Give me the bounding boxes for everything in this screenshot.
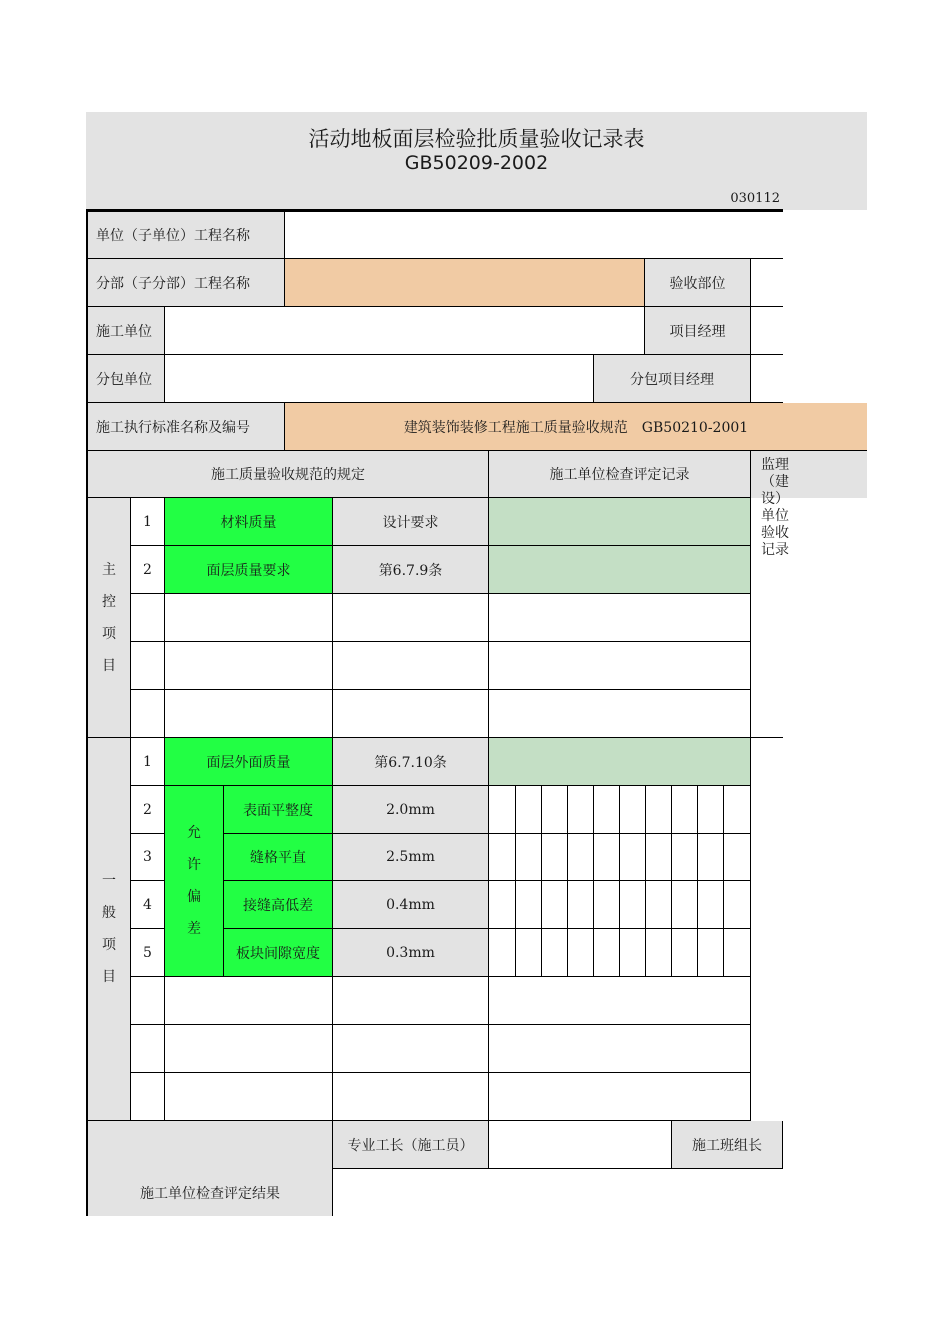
empty-record-cell[interactable] <box>489 1025 751 1073</box>
tolerance-value: 2.0mm <box>333 786 489 834</box>
tolerance-value: 2.5mm <box>333 834 489 881</box>
sub-project-label: 分部（子分部）工程名称 <box>88 259 285 307</box>
tolerance-name: 板块间隙宽度 <box>224 929 333 977</box>
sub-project-manager-field[interactable] <box>751 355 783 403</box>
empty-record-cell[interactable] <box>489 690 751 738</box>
tolerance-name: 表面平整度 <box>224 786 333 834</box>
tolerance-no: 4 <box>131 881 165 929</box>
general-item-name: 面层外面质量 <box>165 738 333 786</box>
tolerance-no: 2 <box>131 786 165 834</box>
project-manager-label: 项目经理 <box>645 307 751 355</box>
record-column-header: 施工单位检查评定记录 <box>489 451 751 498</box>
empty-name-cell <box>165 594 333 642</box>
general-item-no: 1 <box>131 738 165 786</box>
main-item-no: 1 <box>131 498 165 546</box>
empty-req-cell <box>333 642 489 690</box>
empty-no-cell <box>131 977 165 1025</box>
project-manager-field[interactable] <box>751 307 783 355</box>
tolerance-no: 3 <box>131 834 165 881</box>
inspection-part-field[interactable] <box>751 259 783 307</box>
subcontractor-label: 分包单位 <box>88 355 165 403</box>
tolerance-value: 0.3mm <box>333 929 489 977</box>
empty-no-cell <box>131 690 165 738</box>
spec-column-header: 施工质量验收规范的规定 <box>88 451 489 498</box>
inspection-part-label: 验收部位 <box>645 259 751 307</box>
main-item-record[interactable] <box>489 546 751 594</box>
sub-project-manager-label: 分包项目经理 <box>594 355 751 403</box>
empty-no-cell <box>131 1073 165 1121</box>
tolerance-group-label: 允 许 偏 差 <box>165 786 224 977</box>
empty-record-cell[interactable] <box>489 1073 751 1121</box>
subcontractor-field[interactable] <box>165 355 594 403</box>
empty-name-cell <box>165 977 333 1025</box>
tolerance-name: 缝格平直 <box>224 834 333 881</box>
general-label: 一 般 项 目 <box>88 738 131 1121</box>
form-title: 活动地板面层检验批质量验收记录表 <box>308 127 645 151</box>
supervisor-column-header: 监理（建设）单位验收记录 <box>751 451 867 498</box>
standard-code: GB50209-2002 <box>404 152 549 174</box>
empty-record-cell[interactable] <box>489 594 751 642</box>
foreman-field[interactable] <box>489 1121 672 1169</box>
general-item-record[interactable] <box>489 738 751 786</box>
result-field[interactable] <box>333 1169 783 1216</box>
contractor-label: 施工单位 <box>88 307 165 355</box>
empty-name-cell <box>165 1073 333 1121</box>
main-item-no: 2 <box>131 546 165 594</box>
empty-record-cell[interactable] <box>489 642 751 690</box>
empty-no-cell <box>131 1025 165 1073</box>
empty-record-cell[interactable] <box>489 977 751 1025</box>
main-item-requirement: 第6.7.9条 <box>333 546 489 594</box>
empty-no-cell <box>131 594 165 642</box>
main-item-name: 面层质量要求 <box>165 546 333 594</box>
tolerance-no: 5 <box>131 929 165 977</box>
empty-req-cell <box>333 690 489 738</box>
main-item-requirement: 设计要求 <box>333 498 489 546</box>
unit-project-field[interactable] <box>285 212 783 259</box>
main-control-label: 主 控 项 目 <box>88 498 131 738</box>
main-item-name: 材料质量 <box>165 498 333 546</box>
unit-project-label: 单位（子单位）工程名称 <box>88 212 285 259</box>
empty-req-cell <box>333 1073 489 1121</box>
tolerance-value: 0.4mm <box>333 881 489 929</box>
empty-no-cell <box>131 642 165 690</box>
empty-name-cell <box>165 642 333 690</box>
tolerance-name: 接缝高低差 <box>224 881 333 929</box>
result-label: 施工单位检查评定结果 <box>88 1121 333 1216</box>
exec-standard-label: 施工执行标准名称及编号 <box>88 403 285 451</box>
general-item-requirement: 第6.7.10条 <box>333 738 489 786</box>
empty-req-cell <box>333 977 489 1025</box>
team-leader-label: 施工班组长 <box>672 1121 783 1169</box>
main-item-record[interactable] <box>489 498 751 546</box>
form-code: 030112 <box>730 190 780 206</box>
empty-name-cell <box>165 1025 333 1073</box>
measurement-grid[interactable] <box>489 786 751 977</box>
empty-name-cell <box>165 690 333 738</box>
foreman-label: 专业工长（施工员） <box>333 1121 489 1169</box>
empty-req-cell <box>333 594 489 642</box>
empty-req-cell <box>333 1025 489 1073</box>
exec-standard-field[interactable]: 建筑装饰装修工程施工质量验收规范 GB50210-2001 <box>285 403 867 451</box>
contractor-field[interactable] <box>165 307 645 355</box>
sub-project-field[interactable] <box>285 259 645 307</box>
